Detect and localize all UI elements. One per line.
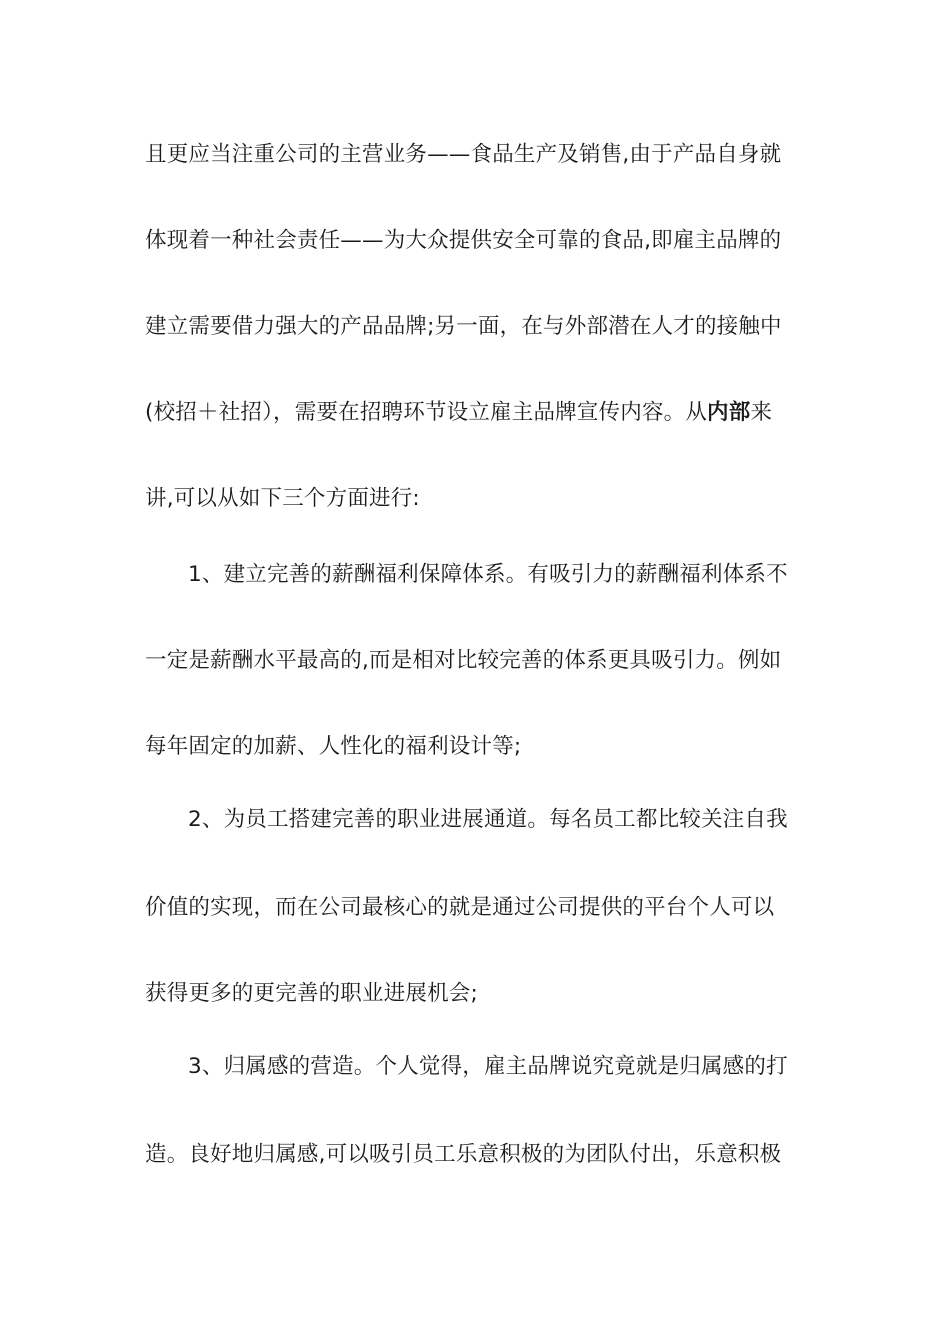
paragraph-line: 造。良好地归属感,可以吸引员工乐意积极的为团队付出，乐意积极 [145, 1142, 782, 1167]
paragraph-line: 建立需要借力强大的产品品牌;另一面，在与外部潜在人才的接触中 [145, 314, 782, 339]
bold-text: 内部 [707, 400, 751, 425]
list-item-3: 3、归属感的营造。个人觉得，雇主品牌说究竟就是归属感的打 [188, 1054, 788, 1079]
paragraph-line: 体现着一种社会责任——为大众提供安全可靠的食品,即雇主品牌的 [145, 228, 782, 253]
paragraph-line: 讲,可以从如下三个方面进行: [145, 486, 420, 511]
paragraph-line: 且更应当注重公司的主营业务——食品生产及销售,由于产品自身就 [145, 142, 782, 167]
list-item-2: 2、为员工搭建完善的职业进展通道。每名员工都比较关注自我 [188, 807, 788, 832]
paragraph-line: 获得更多的更完善的职业进展机会; [145, 981, 478, 1006]
list-item-1: 1、建立完善的薪酬福利保障体系。有吸引力的薪酬福利体系不 [188, 562, 788, 587]
paragraph-line: 一定是薪酬水平最高的,而是相对比较完善的体系更具吸引力。例如 [145, 648, 782, 673]
paragraph-line: 每年固定的加薪、人性化的福利设计等; [145, 734, 522, 759]
paragraph-line: (校招＋社招），需要在招聘环节设立雇主品牌宣传内容。从内部来 [145, 400, 773, 425]
paragraph-line: 价值的实现，而在公司最核心的就是通过公司提供的平台个人可以 [145, 895, 775, 920]
